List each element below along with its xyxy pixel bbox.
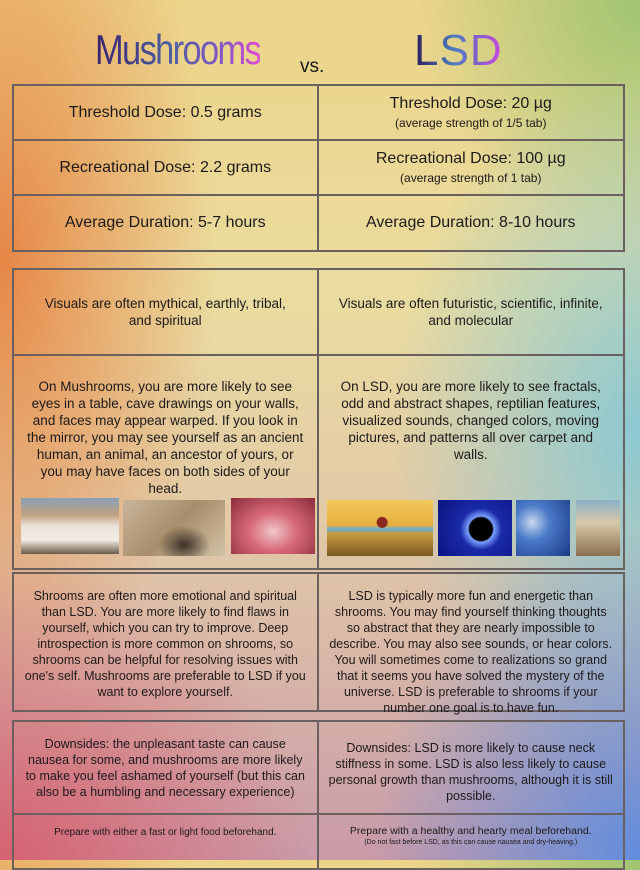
mandelbrot-fractal-image <box>438 500 512 556</box>
lsd-threshold-dose: Threshold Dose: 20 µg <box>389 95 552 112</box>
mushroom-duration-cell <box>14 196 319 250</box>
surreal-painting-image <box>576 500 620 556</box>
duration-row <box>14 196 623 250</box>
mushroom-visuals-summary: Visuals are often mythical, earthly, tribal, and spiritual <box>44 296 286 328</box>
mushroom-downsides-cell <box>14 722 319 813</box>
title-header <box>0 0 640 84</box>
ornate-building-image <box>21 498 119 554</box>
mushroom-threshold-cell <box>14 86 319 139</box>
dose-table <box>12 84 625 252</box>
lsd-downsides-cell <box>319 722 624 813</box>
prepare-row <box>14 815 623 870</box>
mushroom-visuals-detail: On Mushrooms, you are more likely to see eyes in a table, cave drawings on your walls, and faces may appear warped. If you look in the mirror, you may see yourself as an ancient human, an animal, an ancestor of yours, or you may have faces on both sides of your head. <box>27 379 304 496</box>
mushroom-recreational-dose: Recreational Dose: 2.2 grams <box>59 158 272 176</box>
mushroom-prepare-text: Prepare with either a fast or light food beforehand. <box>54 827 277 838</box>
mushrooms-title: Mushrooms <box>95 26 261 73</box>
psychedelic-red-hall-image <box>231 498 315 554</box>
mushroom-prepare-cell <box>14 815 319 870</box>
lsd-experience-text: LSD is typically more fun and energetic than shrooms. You may find yourself thinking thoughts so abstract that they are nearly impossible to describe. You may also see sounds, or hear colors. You will sometimes come to realizations so grand that it seems you have solved the mystery of the universe. LSD is preferable to shrooms if your number one goal is to have fun. <box>329 589 613 715</box>
downsides-row <box>14 722 623 815</box>
lsd-threshold-cell <box>319 86 624 139</box>
lsd-prepare-cell <box>319 815 624 870</box>
threshold-dose-row <box>14 86 623 141</box>
lsd-visuals-detail: On LSD, you are more likely to see fractals, odd and abstract shapes, reptilian features, visualized sounds, changed colors, moving pictures, and patterns all over carpet and walls. <box>340 379 601 462</box>
blue-fractal-pattern-image <box>516 500 570 556</box>
lsd-prepare-text: Prepare with a healthy and hearty meal beforehand. <box>349 825 592 837</box>
cave-drawing-image <box>123 500 225 556</box>
mushroom-experience-text: Shrooms are often more emotional and spiritual than LSD. You are more likely to find flaws in yourself, which you can try to improve. Deep introspection is more common on shrooms, so shrooms can be helpful for resolving issues with one's self. Mushrooms are preferable to LSD if you want to explore yourself. <box>24 589 306 699</box>
lsd-duration-cell <box>319 196 624 250</box>
lsd-recreational-note: (average strength of 1 tab) <box>400 171 542 185</box>
downsides-table <box>12 720 625 870</box>
visuals-table <box>12 268 625 570</box>
experience-table <box>12 572 625 715</box>
mushroom-recreational-cell <box>14 141 319 194</box>
experience-row <box>14 574 623 715</box>
lsd-title: LSD <box>414 26 503 75</box>
mushroom-duration: Average Duration: 5-7 hours <box>64 214 266 231</box>
visuals-summary-row <box>14 270 623 356</box>
lsd-downsides-text: Downsides: LSD is more likely to cause neck stiffness in some. LSD is also less likely to cause personal growth than mushrooms, although it is still possible. <box>328 741 613 803</box>
lsd-duration: Average Duration: 8-10 hours <box>365 214 576 231</box>
lsd-threshold-note: (average strength of 1/5 tab) <box>395 116 547 130</box>
visuals-detail-row <box>14 356 623 568</box>
mushroom-experience-cell <box>14 574 319 710</box>
lsd-visuals-summary-cell <box>319 270 624 354</box>
lsd-recreational-dose: Recreational Dose: 100 µg <box>375 150 566 167</box>
lsd-experience-cell <box>319 574 624 715</box>
lsd-prepare-note: (Do not fast before LSD, as this can cause nausea and dry-heaving.) <box>364 839 578 846</box>
lsd-recreational-cell <box>319 141 624 194</box>
lsd-visuals-summary: Visuals are often futuristic, scientific, infinite, and molecular <box>338 296 603 328</box>
mushroom-visuals-summary-cell <box>14 270 319 354</box>
mushroom-downsides-text: Downsides: the unpleasant taste can cause nausea for some, and mushrooms are more likely to make you feel ashamed of yourself (but this can also be a humbling and necessary experience) <box>25 736 305 799</box>
surreal-figure-image <box>327 500 433 556</box>
recreational-dose-row <box>14 141 623 196</box>
mushroom-threshold-dose: Threshold Dose: 0.5 grams <box>68 103 262 121</box>
vs-label: vs. <box>300 56 325 77</box>
